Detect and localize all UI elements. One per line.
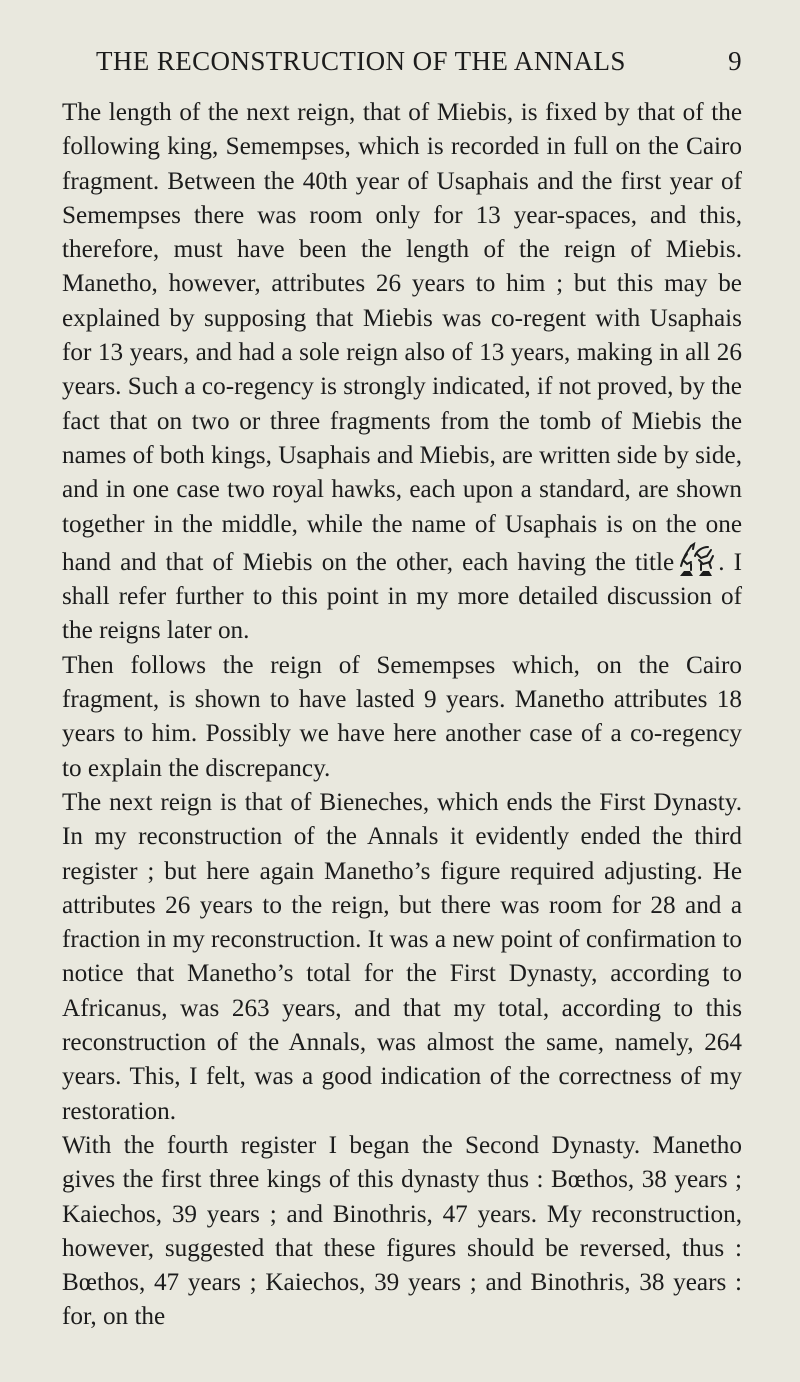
body-text: [62, 96, 742, 1335]
paragraph: Then follows the reign of Semempses which, on the Cairo fragment, is shown to have lasted 9 years. Manetho attributes 18 years to him. Possibly we have here another case of a co-regency to explain the discrepancy.: [62, 651, 742, 782]
page-number: 9: [728, 46, 742, 76]
running-title: THE RECONSTRUCTION OF THE ANNALS: [96, 46, 626, 76]
paragraph-1-continuation: . I shall refer further to this point in my more detailed discussion of the reigns later on.: [62, 548, 743, 645]
paragraph: With the fourth register I began the Second Dynasty. Manetho gives the first three kings of this dynasty thus : Bœthos, 38 years ; Kaiechos, 39 years ; and Binothris, 47 years. My reconstruction, however, suggested that these figures should be reversed, thus : Bœthos, 47 years ; Kaiechos, 39 years ; and Binothris, 38 years : for, on the: [62, 1131, 742, 1331]
nebty-hieroglyph-icon: [677, 542, 717, 578]
paragraph: [62, 96, 742, 649]
paragraph-1-text: The length of the next reign, that of Miebis, is fixed by that of the following king, Semempses, which is recorded in full on the Cairo fragment. Between the 40th year of Usaphais and the first year of Semempses there was room only for 13 year-spaces, and this, therefore, must have been the length of the reign of Miebis. Manetho, however, attributes 26 years to him ; but this may be explained by supposing that Miebis was co-regent with Usaphais for 13 years, and had a sole reign also of 13 years, making in all 26 years. Such a co-regency is strongly indicated, if not proved, by the fact that on two or three fragments from the tomb of Miebis the names of both kings, Usaphais and Miebis, are written side by side, and in one case two royal hawks, each upon a standard, are shown together in the middle, while the name of Usaphais is on the one hand and that of Miebis on the other, each having the title: [62, 99, 742, 576]
paragraph: The next reign is that of Bieneches, which ends the First Dynasty. In my reconstruction of the Annals it evidently ended the third register ; but here again Manetho’s figure required adjusting. He attributes 26 years to the reign, but there was room for 28 and a fraction in my reconstruction. It was a new point of confirmation to notice that Manetho’s total for the First Dynasty, according to Africanus, was 263 years, and that my total, according to this reconstruction of the Annals, was almost the same, namely, 264 years. This, I felt, was a good indication of the correctness of my restoration.: [62, 788, 742, 1125]
running-header: [62, 46, 742, 88]
book-page: [62, 46, 742, 1335]
